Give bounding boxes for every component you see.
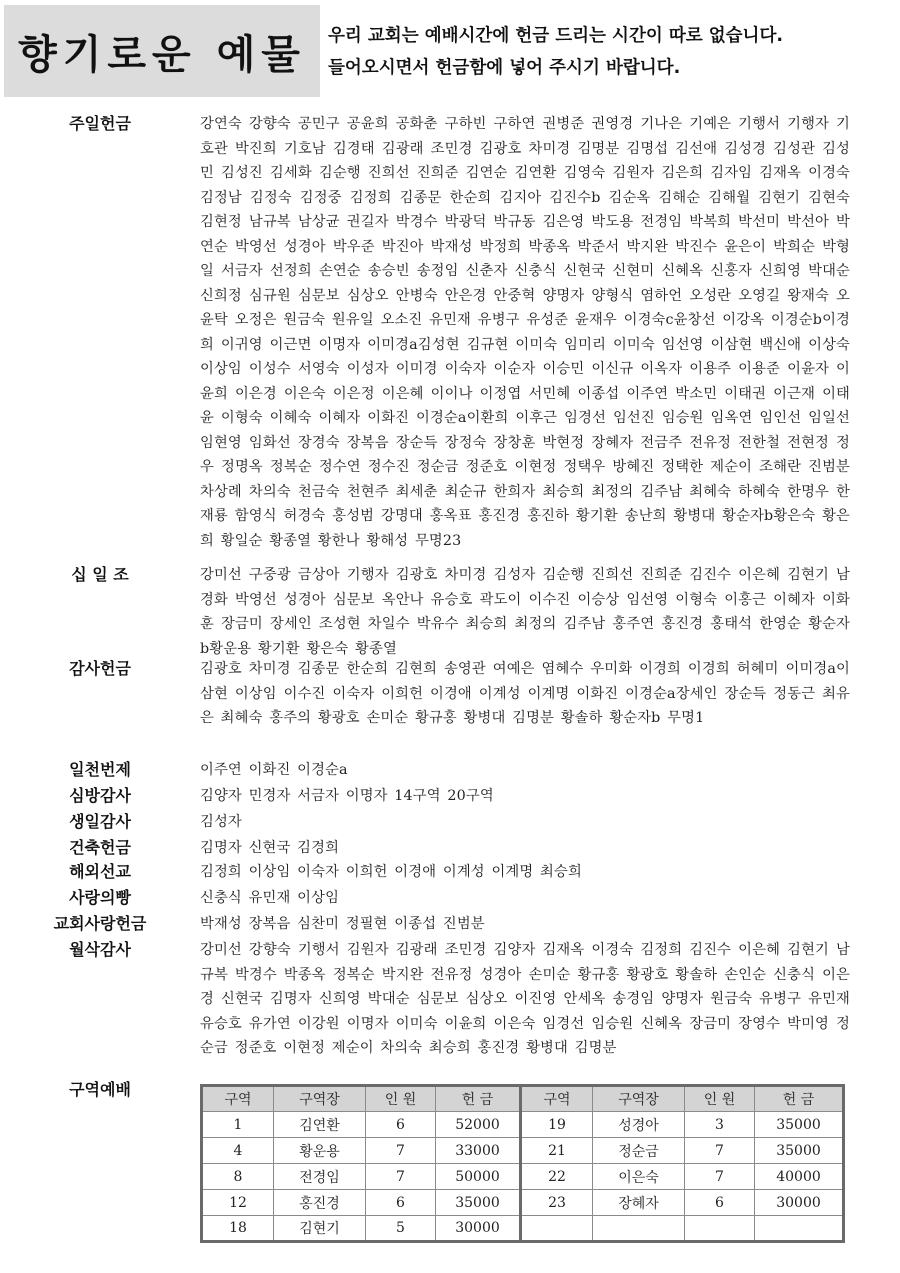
table-cell: 전경임 bbox=[274, 1164, 366, 1190]
table-cell: 7 bbox=[366, 1164, 436, 1190]
table-row bbox=[202, 1190, 844, 1216]
table-cell bbox=[755, 1216, 844, 1242]
donor-names: 강연숙 강향숙 공민구 공윤희 공화춘 구하빈 구하연 권병준 권영경 기나은 기예은 기행서 기행자 기호관 박진희 기호남 김경태 김광래 조민경 김광호 차미경 김명분 김명섭 김선애 김성경 김성관 김성민 김성진 김세화 김순행 진희선 진희준 김연순 김연환 김영숙 김원자 김은희 김자임 김재옥 이경숙 김정남 김정숙 김정중 김정희 김종문 한순희 김지아 김진수b 김순옥 김해순 김해월 김현기 김현숙 김현정 남규복 남상균 권길자 박경수 박광덕 박규동 김은영 박도용 전경임 박복희 박선미 박선아 박연순 박영선 성경아 박우준 박진아 박재성 박정희 박종옥 박준서 박지완 박진수 윤은이 박희순 박형일 서금자 선정희 손연순 송승빈 송정임 신춘자 신충식 신현국 신현미 신혜옥 신홍자 신희영 박대순 신희정 심규원 심문보 심상오 안병숙 안은경 안중혁 양명자 양형식 염하언 오성란 오영길 왕재숙 오윤탁 오정은 원금숙 원유일 오소진 유민재 유병구 유성준 윤재우 이경숙c윤창선 이강옥 이경순b이경희 이귀영 이근면 이명자 이미경a김성현 김규현 이미숙 임미리 이미숙 임선영 이삼현 백신애 이상숙 이상임 이성수 서영숙 이성자 이미경 이숙자 이순자 이승민 이신규 이옥자 이용주 이용준 이윤자 이윤희 이은경 이은숙 이은정 이은혜 이이나 이정엽 서민혜 이종섭 이주연 박소민 이태권 이근재 이태윤 이형숙 이혜숙 이혜자 이화진 이경순a이환희 이후근 임경선 임선진 임승원 임옥연 임인선 임일선 임현영 임화선 장경숙 장복음 장순득 장정숙 장창훈 박현정 장혜자 전금주 전유정 전한철 전현정 정 우 정명옥 정복순 정수연 정수진 정순금 정준호 이현정 정택우 방혜진 정택한 제순이 조해란 진범분 차상례 차의숙 천금숙 천현주 최세춘 최순규 한희자 최승희 최정의 김주남 최혜숙 하혜숙 한명우 한재룡 함영식 허경숙 홍성범 강명대 홍옥표 홍진경 홍진하 황기환 송난희 황병대 황순자b황은숙 황은희 황일순 황종열 황한나 황해성 무명23 bbox=[200, 116, 850, 549]
section-label: 감사헌금 bbox=[69, 659, 131, 678]
table-cell: 8 bbox=[202, 1164, 274, 1190]
notice-line: 우리 교회는 예배시간에 헌금 드리는 시간이 따로 없습니다. bbox=[328, 26, 784, 46]
table-row bbox=[202, 1164, 844, 1190]
table-cell: 성경아 bbox=[593, 1112, 685, 1138]
table-cell: 5 bbox=[366, 1216, 436, 1242]
column-header: 인 원 bbox=[366, 1086, 436, 1112]
section-label: 구역예배 bbox=[69, 1080, 131, 1099]
table-cell: 이은숙 bbox=[593, 1164, 685, 1190]
section-label: 해외선교 bbox=[69, 862, 131, 881]
table-cell: 19 bbox=[521, 1112, 593, 1138]
donor-names: 김명자 신현국 김경희 bbox=[200, 840, 340, 856]
donor-names: 이주연 이화진 이경순a bbox=[200, 762, 348, 778]
section-label: 주일헌금 bbox=[69, 114, 131, 133]
table-cell: 김현기 bbox=[274, 1216, 366, 1242]
section-label: 일천번제 bbox=[69, 760, 131, 779]
table-cell bbox=[593, 1216, 685, 1242]
title-banner bbox=[4, 5, 320, 97]
donor-names: 강미선 강향숙 기행서 김원자 김광래 조민경 김양자 김재옥 이경숙 김정희 김진수 이은혜 김현기 남규복 박경수 박종옥 정복순 박지완 전유정 성경아 손미순 황규홍 황광호 황솔하 손인순 신충식 이은경 신현국 김명자 신희영 박대순 심문보 심상오 이진영 안세옥 송경임 양명자 원금숙 유병구 유민재 유승호 유가연 이강원 이명자 이미숙 이윤희 이은숙 임경선 임승원 신혜옥 장금미 장영수 박미영 정순금 정준호 이현정 제순이 차의숙 최승희 홍진경 황병대 김명분 bbox=[200, 942, 850, 1056]
table-cell: 7 bbox=[685, 1138, 755, 1164]
donor-names: 김양자 민경자 서금자 이명자 14구역 20구역 bbox=[200, 788, 494, 804]
column-header: 헌 금 bbox=[436, 1086, 521, 1112]
donor-names: 김광호 차미경 김종문 한순희 김현희 송영관 여예은 염혜수 우미화 이경희 이경희 허혜미 이미경a이삼현 이상임 이수진 이숙자 이희헌 이경애 이계성 이계명 이화진 이경순a장세인 장순득 정동근 최유은 최혜숙 홍주의 황광호 손미순 황규홍 황병대 김명분 황솔하 황순자b 무명1 bbox=[200, 661, 850, 726]
table-cell: 35000 bbox=[755, 1112, 844, 1138]
section-label: 월삭감사 bbox=[69, 940, 131, 959]
table-cell: 김연환 bbox=[274, 1112, 366, 1138]
table-cell: 정순금 bbox=[593, 1138, 685, 1164]
column-header: 구역 bbox=[202, 1086, 274, 1112]
donor-names: 김성자 bbox=[200, 814, 242, 830]
notice-line: 들어오시면서 헌금함에 넣어 주시기 바랍니다. bbox=[328, 58, 681, 78]
table-cell: 4 bbox=[202, 1138, 274, 1164]
table-cell: 23 bbox=[521, 1190, 593, 1216]
section-label: 사랑의빵 bbox=[69, 888, 131, 907]
table-cell: 30000 bbox=[755, 1190, 844, 1216]
district-offering-table bbox=[200, 1084, 845, 1243]
table-cell: 6 bbox=[366, 1112, 436, 1138]
table-cell: 52000 bbox=[436, 1112, 521, 1138]
table-cell: 3 bbox=[685, 1112, 755, 1138]
table-cell: 35000 bbox=[436, 1190, 521, 1216]
table-cell: 7 bbox=[366, 1138, 436, 1164]
table-row bbox=[202, 1112, 844, 1138]
column-header: 헌 금 bbox=[755, 1086, 844, 1112]
donor-names: 박재성 장복음 심찬미 정필현 이종섭 진범분 bbox=[200, 916, 485, 932]
table-cell: 6 bbox=[685, 1190, 755, 1216]
section-label: 건축헌금 bbox=[69, 838, 131, 857]
donor-names: 강미선 구중광 금상아 기행자 김광호 차미경 김성자 김순행 진희선 진희준 김진수 이은혜 김현기 남경화 박영선 성경아 심문보 옥안나 유승호 곽도이 이수진 이승상 임선영 이형숙 이홍근 이혜자 이화훈 장금미 장세인 조성현 차일수 박유수 최승희 최정의 김주남 홍주연 홍진경 홍태석 한영순 황순자b황운용 황기환 황은숙 황종열 bbox=[200, 567, 850, 657]
table-cell: 장혜자 bbox=[593, 1190, 685, 1216]
donor-names: 신충식 유민재 이상임 bbox=[200, 890, 340, 906]
column-header: 구역장 bbox=[593, 1086, 685, 1112]
section-label: 십 일 조 bbox=[71, 565, 129, 584]
offering-notice bbox=[328, 20, 898, 84]
table-header-row bbox=[202, 1086, 844, 1112]
table-cell: 7 bbox=[685, 1164, 755, 1190]
table-cell: 35000 bbox=[755, 1138, 844, 1164]
table-cell: 22 bbox=[521, 1164, 593, 1190]
table-cell: 1 bbox=[202, 1112, 274, 1138]
column-header: 구역장 bbox=[274, 1086, 366, 1112]
table-cell bbox=[521, 1216, 593, 1242]
table-row bbox=[202, 1138, 844, 1164]
table-cell: 홍진경 bbox=[274, 1190, 366, 1216]
table-cell: 40000 bbox=[755, 1164, 844, 1190]
section-label: 생일감사 bbox=[69, 812, 131, 831]
column-header: 구역 bbox=[521, 1086, 593, 1112]
table-row bbox=[202, 1216, 844, 1242]
page-title: 향기로운 예물 bbox=[18, 31, 306, 78]
section-label: 심방감사 bbox=[69, 786, 131, 805]
table-cell: 21 bbox=[521, 1138, 593, 1164]
table-cell: 18 bbox=[202, 1216, 274, 1242]
table-cell: 황운용 bbox=[274, 1138, 366, 1164]
donor-names: 김정희 이상임 이숙자 이희헌 이경애 이계성 이계명 최승희 bbox=[200, 864, 582, 880]
column-header: 인 원 bbox=[685, 1086, 755, 1112]
table-cell: 33000 bbox=[436, 1138, 521, 1164]
section-label: 교회사랑헌금 bbox=[53, 914, 147, 933]
table-cell bbox=[685, 1216, 755, 1242]
table-cell: 50000 bbox=[436, 1164, 521, 1190]
table-cell: 12 bbox=[202, 1190, 274, 1216]
table-cell: 30000 bbox=[436, 1216, 521, 1242]
table-cell: 6 bbox=[366, 1190, 436, 1216]
